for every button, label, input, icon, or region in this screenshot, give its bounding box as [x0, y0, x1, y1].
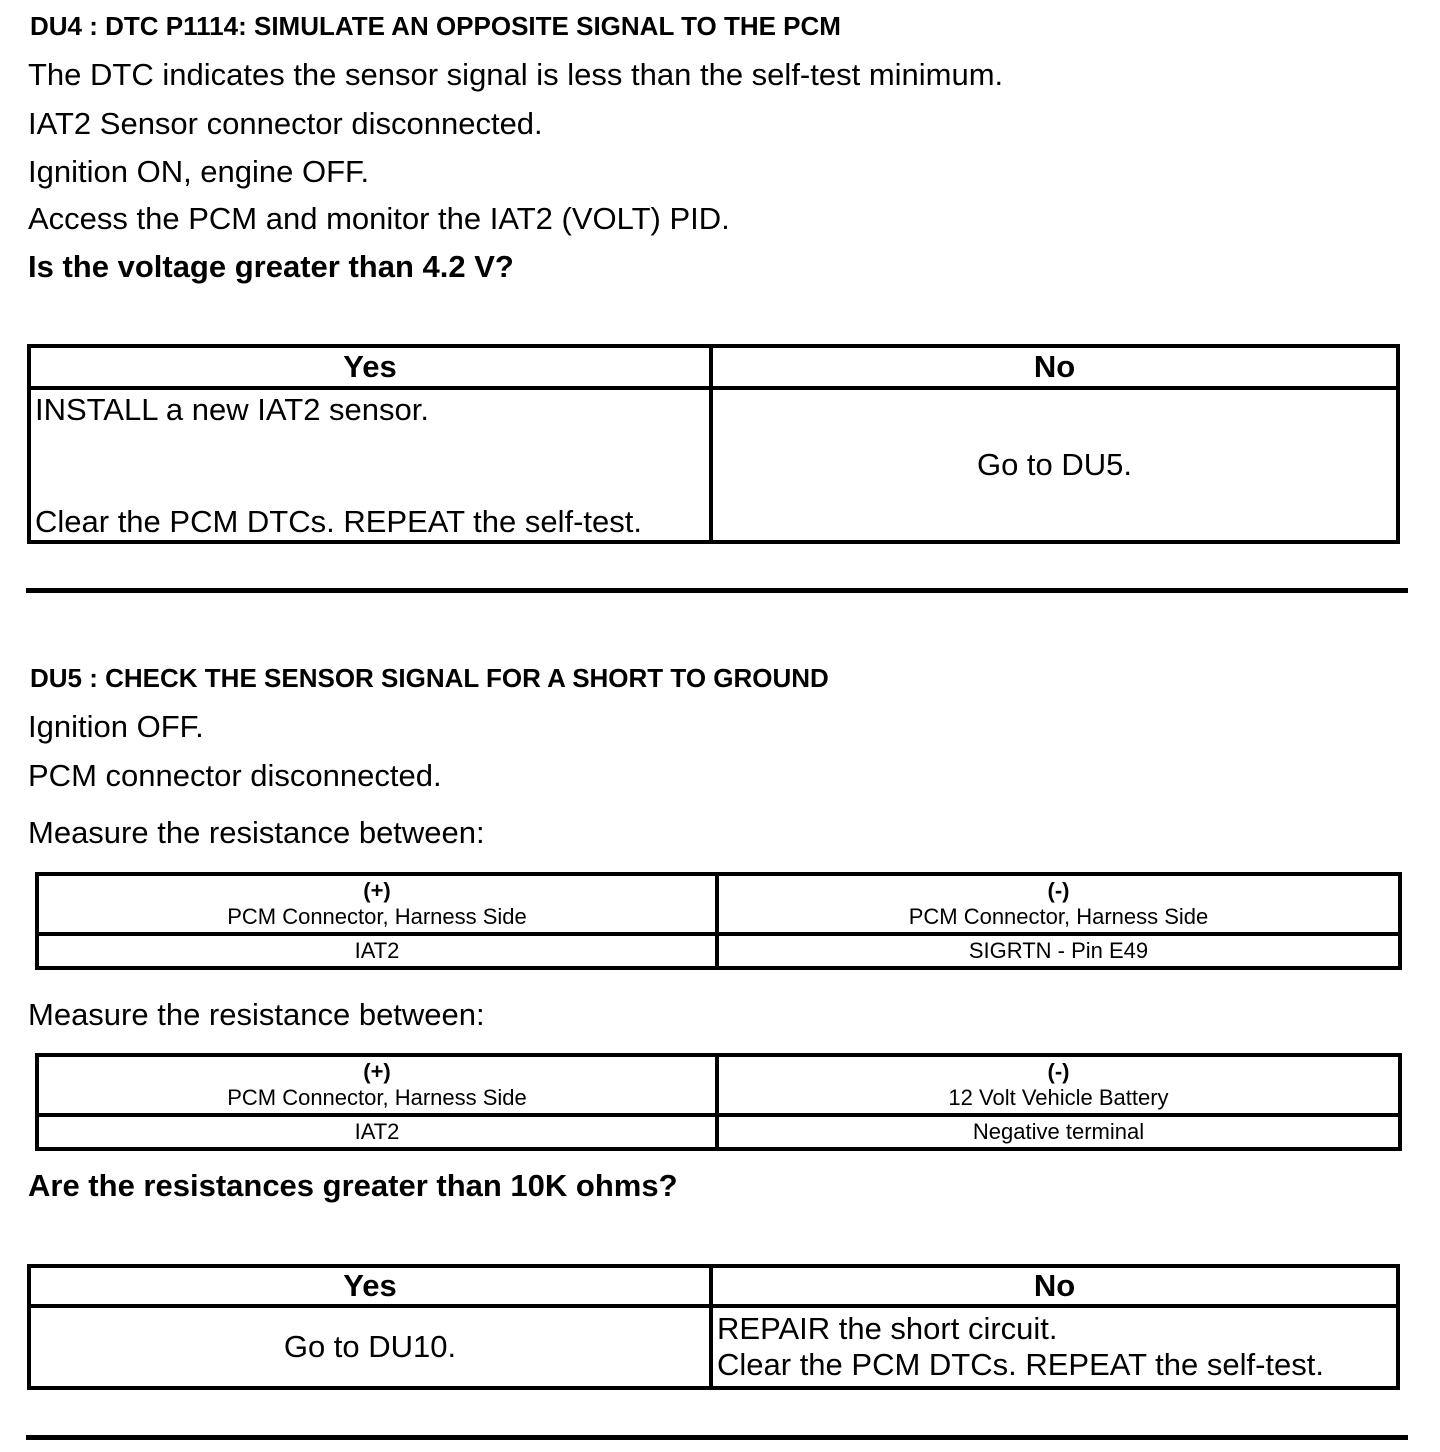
plus-sign: (+) [363, 1059, 391, 1084]
du4-no-cell [711, 388, 1398, 542]
du5-yes-cell [29, 1306, 711, 1388]
du5-measure2-intro: Measure the resistance between: [28, 997, 485, 1032]
section-divider-2 [26, 1435, 1408, 1440]
section-divider-1 [26, 588, 1408, 593]
du5-measure2-minus-header [717, 1055, 1400, 1115]
du5-no-cell [711, 1306, 1398, 1388]
du5-measure1-plus-value: IAT2 [37, 934, 717, 968]
du4-question: Is the voltage greater than 4.2 V? [28, 249, 514, 284]
plus-sign: (+) [363, 878, 391, 903]
du5-measure2-minus-value: Negative terminal [717, 1115, 1400, 1149]
minus-sign: (-) [1047, 878, 1070, 903]
du5-measure2-minus-label: 12 Volt Vehicle Battery [948, 1085, 1169, 1110]
du4-no-text: Go to DU5. [976, 447, 1133, 482]
du5-measure2-plus-value: IAT2 [37, 1115, 717, 1149]
du5-measure1-plus-label: PCM Connector, Harness Side [227, 904, 527, 929]
du5-measure2-plus-label: PCM Connector, Harness Side [227, 1085, 527, 1110]
du5-heading: DU5 : CHECK THE SENSOR SIGNAL FOR A SHORT TO GROUND [30, 663, 829, 693]
du5-measure1-table [35, 872, 1402, 970]
du5-question: Are the resistances greater than 10K ohms? [28, 1168, 678, 1203]
du5-line-2: PCM connector disconnected. [28, 758, 442, 793]
du5-measure2-table [35, 1053, 1402, 1151]
du4-yes-header: Yes [29, 346, 711, 388]
du4-line-1: The DTC indicates the sensor signal is less than the self-test minimum. [28, 57, 1004, 92]
du5-measure1-minus-header [717, 874, 1400, 934]
du4-line-2: IAT2 Sensor connector disconnected. [28, 106, 543, 141]
du5-measure1-minus-label: PCM Connector, Harness Side [908, 904, 1209, 929]
du5-yes-text: Go to DU10. [283, 1329, 457, 1364]
du5-measure1-plus-header [37, 874, 717, 934]
du4-yes-line-1: INSTALL a new IAT2 sensor. [35, 392, 429, 427]
du5-no-line-2: Clear the PCM DTCs. REPEAT the self-test. [717, 1347, 1324, 1382]
du5-measure2-plus-header [37, 1055, 717, 1115]
du5-no-header: No [711, 1266, 1398, 1306]
du4-yes-cell [29, 388, 711, 542]
du4-yes-line-2: Clear the PCM DTCs. REPEAT the self-test. [35, 504, 642, 539]
minus-sign: (-) [1047, 1059, 1070, 1084]
du5-no-line-1: REPAIR the short circuit. [717, 1311, 1058, 1346]
du4-no-header: No [711, 346, 1398, 388]
du5-yes-header: Yes [29, 1266, 711, 1306]
du5-decision-table [27, 1264, 1400, 1390]
du5-measure1-intro: Measure the resistance between: [28, 815, 485, 850]
du4-line-3: Ignition ON, engine OFF. [28, 154, 370, 189]
du5-measure1-minus-value: SIGRTN - Pin E49 [717, 934, 1400, 968]
du4-decision-table [27, 344, 1400, 544]
du4-line-4: Access the PCM and monitor the IAT2 (VOLT) PID. [28, 201, 730, 236]
du5-line-1: Ignition OFF. [28, 709, 204, 744]
du4-heading: DU4 : DTC P1114: SIMULATE AN OPPOSITE SIGNAL TO THE PCM [30, 11, 841, 41]
